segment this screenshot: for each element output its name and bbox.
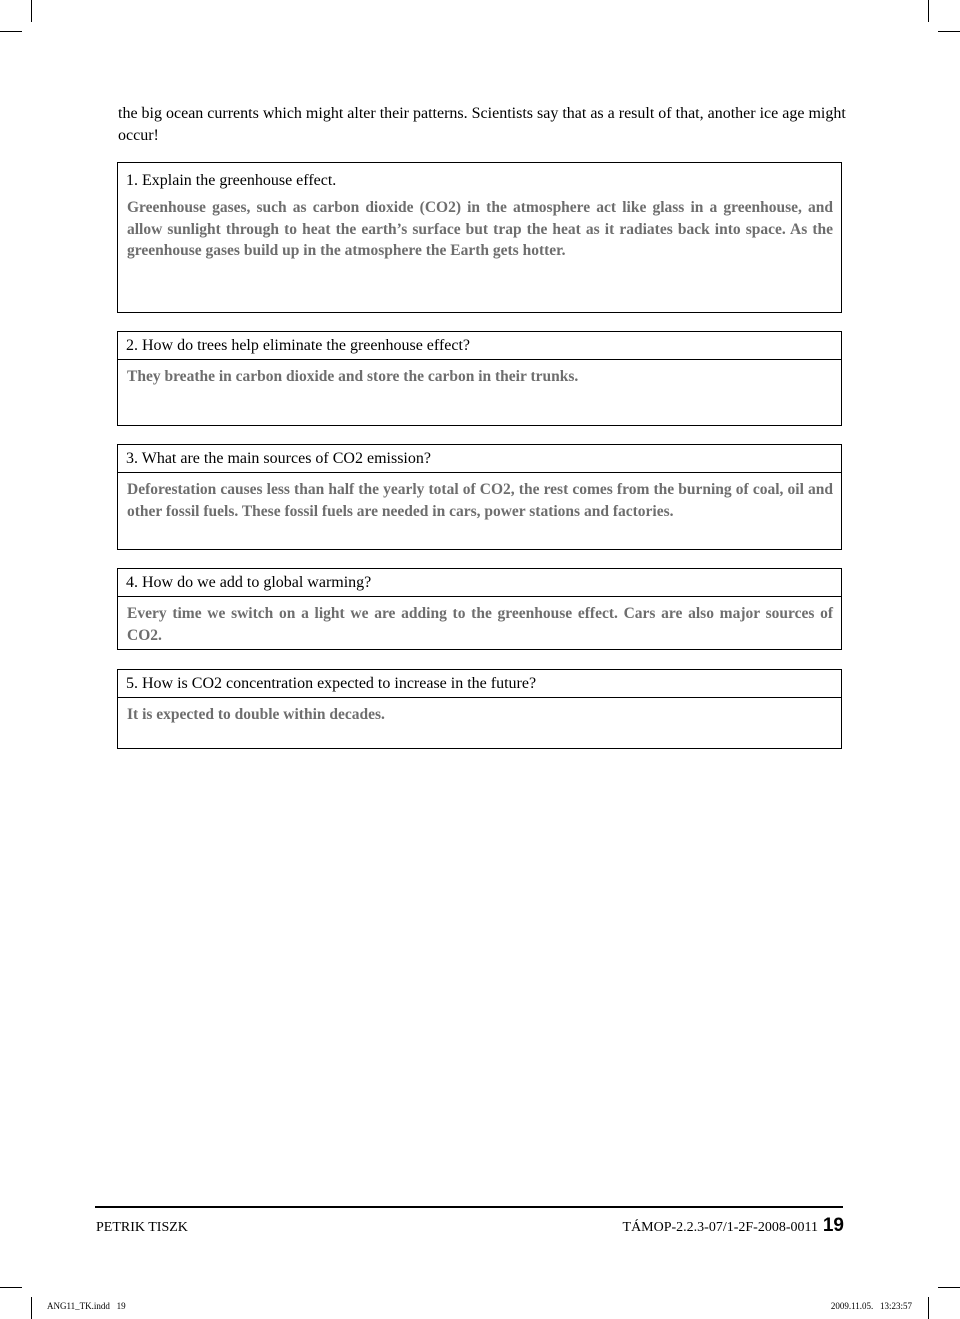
question-title: 1. Explain the greenhouse effect. (126, 172, 337, 189)
answer-text: Every time we switch on a light we are adding to the greenhouse effect. Cars are also major sources of CO2. (127, 605, 833, 644)
slug-timestamp: 2009.11.05. 13:23:57 (830, 1301, 912, 1311)
answer-text: It is expected to double within decades. (127, 706, 385, 723)
answer-text: They breathe in carbon dioxide and store the carbon in their trunks. (127, 368, 579, 385)
question-title: 5. How is CO2 concentration expected to increase in the future? (118, 670, 841, 698)
footer-publisher: PETRIK TISZK (96, 1220, 188, 1235)
crop-mark (31, 0, 32, 22)
crop-mark (938, 31, 960, 32)
question-box-5 (117, 669, 842, 749)
question-title: 4. How do we add to global warming? (118, 569, 841, 597)
crop-mark (0, 1287, 22, 1288)
question-box-2 (117, 331, 842, 426)
footer-rule (95, 1206, 843, 1208)
question-box-1 (117, 162, 842, 313)
answer-text: Deforestation causes less than half the yearly total of CO2, the rest comes from the burning of coal, oil and other fossil fuels. These fossil fuels are needed in cars, power stations and factories. (127, 481, 833, 520)
intro-paragraph: the big ocean currents which might alter their patterns. Scientists say that as a result of that, another ice age might occur! (118, 105, 846, 144)
crop-mark (0, 31, 22, 32)
question-box-4 (117, 568, 842, 650)
question-title: 2. How do trees help eliminate the greenhouse effect? (118, 332, 841, 360)
crop-mark (928, 1297, 929, 1319)
page-number: 19 (822, 1215, 844, 1236)
answer-text: Greenhouse gases, such as carbon dioxide (CO2) in the atmosphere act like glass in a greenhouse, and allow sunlight through to heat the earth’s surface but trap the heat as it radiates back into space. As the greenhouse gases build up in the atmosphere the Earth gets hotter. (127, 199, 833, 259)
question-box-3 (117, 444, 842, 550)
crop-mark (31, 1297, 32, 1319)
crop-mark (938, 1287, 960, 1288)
crop-mark (928, 0, 929, 22)
question-title: 3. What are the main sources of CO2 emission? (118, 445, 841, 473)
footer-project-code: TÁMOP-2.2.3-07/1-2F-2008-0011 (622, 1220, 818, 1235)
slug-filename: ANG11_TK.indd 19 (47, 1301, 126, 1311)
